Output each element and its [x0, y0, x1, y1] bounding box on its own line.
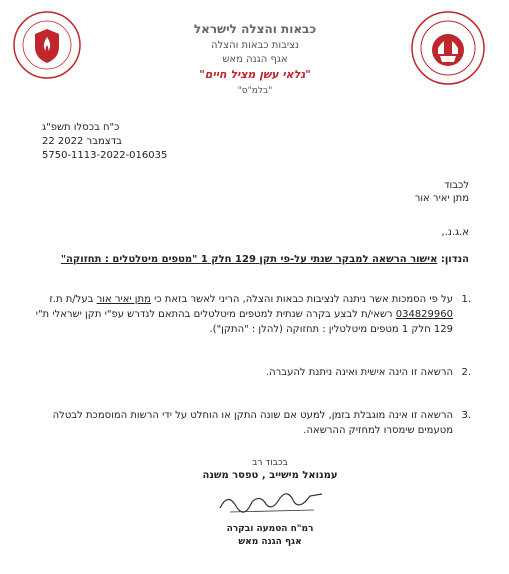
- item-text: על פי הסמכות אשר ניתנה לנציבות כבאות והצלה, הריני לאשר בזאת כי: [150, 294, 453, 305]
- reference-number: 5750-1113-2022-016035: [42, 150, 168, 161]
- holder-name: מתן יאיר אור: [96, 294, 151, 305]
- subject-text: אישור הרשאה למבקר שנתי על-פי תקן 129 חלק 1 "מטפים מיטלטלים : תחזוקה": [60, 254, 438, 265]
- fire-rescue-emblem-logo: [410, 10, 486, 86]
- item-number: .2: [461, 367, 471, 378]
- signatory-department: אגף הגנה מאש: [238, 537, 302, 547]
- classification: "בלמ"ס": [237, 86, 273, 96]
- subject-line: [61, 254, 469, 265]
- sub-unit: נציבות כבאות והצלה: [210, 40, 300, 51]
- org-name: כבאות והצלה לישראל: [193, 22, 317, 36]
- item-number: .3: [461, 410, 471, 421]
- fire-rescue-shield-logo: [12, 10, 82, 80]
- item-number: .1: [461, 294, 471, 305]
- items-list: [30, 292, 471, 466]
- list-item: [30, 365, 471, 380]
- item-text: הרשאה זו אינה מוגבלת בזמן, למעט אם שונה התקן או הוחלט על ידי הרשות המוסמכת לבטלה מטעמים שימסרו למחזיק ההרשאה.: [52, 410, 453, 436]
- item-text: הרשאה זו הינה אישית ואינה ניתנת להעברה.: [265, 367, 453, 378]
- greeting: א.ג.נ.,: [441, 227, 469, 238]
- subject-prefix: הנדון:: [440, 254, 469, 265]
- motto: "גלאי עשן מציל חיים": [199, 68, 311, 81]
- signatory-title: רמ"ח הטמעה ובקרה: [226, 524, 314, 534]
- hebrew-date: כ"ח בכסלו תשפ"ג: [42, 122, 120, 133]
- department: אגף הגנה מאש: [222, 54, 288, 65]
- holder-id: 034829960: [395, 309, 453, 320]
- gregorian-date: 22 בדצמבר 2022: [42, 136, 122, 147]
- item-text: בעל/ת ת.ז: [49, 294, 97, 305]
- list-item: [30, 292, 471, 337]
- signatory-name: עמנואל מישייב , טפסר משנה: [202, 470, 338, 481]
- item-text: רשאי/ת לבצע בקרה שנתית למטפים מיטלטלים בהתאם לנדרש עפ"י תקן ישראלי ת"י 129 חלק 1 מטפים מיטלטלין : תחזוקה (להלן : "התקן").: [35, 309, 453, 335]
- addressee-name: מתן יאיר אור: [414, 193, 469, 204]
- addressee-label: לכבוד: [444, 180, 469, 191]
- list-item: [30, 408, 471, 438]
- signature-closing: בכבוד רב: [252, 458, 288, 468]
- handwritten-signature: [210, 484, 330, 520]
